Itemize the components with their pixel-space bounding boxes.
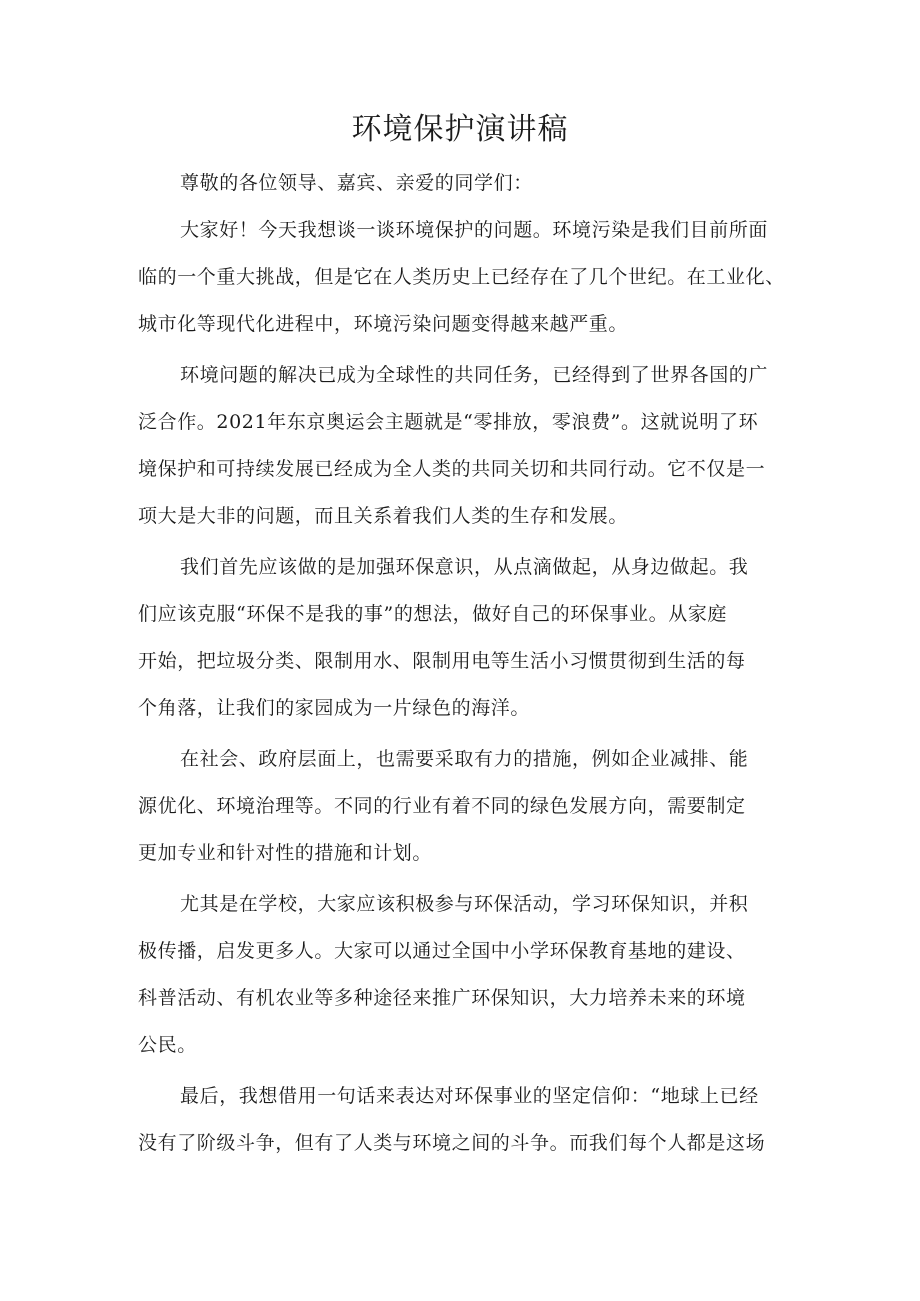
paragraph-line: 境保护和可持续发展已经成为全人类的共同关切和共同行动。它不仅是一: [138, 458, 766, 480]
paragraph-line: 泛合作。2021年东京奥运会主题就是“零排放，零浪费”。这就说明了环: [138, 411, 759, 433]
paragraph-line: 城市化等现代化进程中，环境污染问题变得越来越严重。: [138, 313, 629, 335]
paragraph-line: 科普活动、有机农业等多种途径来推广环保知识，大力培养未来的环境: [138, 987, 746, 1009]
paragraph-line: 项大是大非的问题，而且关系着我们人类的生存和发展。: [138, 505, 629, 527]
paragraph-line: 极传播，启发更多人。大家可以通过全国中小学环保教育基地的建设、: [138, 940, 746, 962]
paragraph-line: 开始，把垃圾分类、限制用水、限制用电等生活小习惯贯彻到生活的每: [138, 650, 746, 672]
paragraph-line: 公民。: [138, 1034, 197, 1056]
paragraph-line: 们应该克服“环保不是我的事”的想法，做好自己的环保事业。从家庭: [138, 603, 728, 625]
paragraph-line: 更加专业和针对性的措施和计划。: [138, 842, 433, 864]
paragraph-line: 在社会、政府层面上，也需要采取有力的措施，例如企业减排、能: [180, 748, 749, 770]
paragraph-line: 环境问题的解决已成为全球性的共同任务，已经得到了世界各国的广: [180, 364, 769, 386]
paragraph-line: 临的一个重大挑战，但是它在人类历史上已经存在了几个世纪。在工业化、: [138, 266, 785, 288]
paragraph-line: 尤其是在学校，大家应该积极参与环保活动，学习环保知识，并积: [180, 893, 749, 915]
paragraph-line: 我们首先应该做的是加强环保意识，从点滴做起，从身边做起。我: [180, 556, 749, 578]
paragraph-line: 个角落，让我们的家园成为一片绿色的海洋。: [138, 697, 531, 719]
paragraph-line: 最后，我想借用一句话来表达对环保事业的坚定信仰：“地球上已经: [180, 1085, 759, 1107]
paragraph-line: 大家好！今天我想谈一谈环境保护的问题。环境污染是我们目前所面: [180, 219, 769, 241]
paragraph-line: 源优化、环境治理等。不同的行业有着不同的绿色发展方向，需要制定: [138, 795, 746, 817]
paragraph-line: 没有了阶级斗争，但有了人类与环境之间的斗争。而我们每个人都是这场: [138, 1132, 766, 1154]
document-title: 环境保护演讲稿: [351, 112, 569, 147]
salutation: 尊敬的各位领导、嘉宾、亲爱的同学们：: [180, 172, 533, 194]
